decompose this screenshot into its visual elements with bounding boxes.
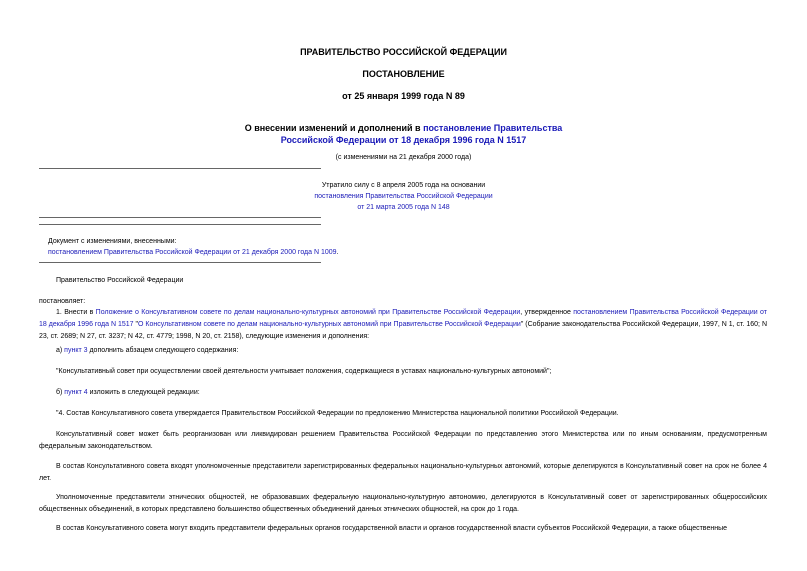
divider — [39, 217, 321, 218]
document-title — [0, 122, 807, 146]
quote-paragraph-1: "Консультативный совет при осуществлении своей деятельности учитывает положения, содержащиеся в уставах национально-культурных автономий"; — [56, 368, 552, 375]
changes-block — [48, 236, 748, 258]
paragraph-reorganization: Консультативный совет может быть реорганизован или ликвидирован решением Правительства Российской Федерации по представлению этого Министерства или по иным основаниям, предусмотренным федеральным законодательством. — [39, 431, 767, 450]
changes-label: Документ с изменениями, внесенными: — [48, 238, 177, 245]
government-heading: ПРАВИТЕЛЬСТВО РОССИЙСКОЙ ФЕДЕРАЦИИ — [300, 47, 507, 57]
paragraph-item-b: б) пункт 4 изложить в следующей редакции: — [56, 389, 200, 396]
status-link-1[interactable]: постановления Правительства Российской Федерации — [314, 193, 493, 200]
document-type-heading: ПОСТАНОВЛЕНИЕ — [362, 69, 445, 79]
clause-3-link[interactable]: пункт 3 — [64, 347, 88, 354]
clause-4-link[interactable]: пункт 4 — [64, 389, 88, 396]
quote-paragraph-2: "4. Состав Консультативного совета утверждается Правительством Российской Федерации по предложению Министерства национальной политики Российской Федерации. — [56, 410, 619, 417]
divider — [39, 224, 321, 225]
paragraph-composition-2: В состав Консультативного совета могут входить представители федеральных органов государственной власти и органов государственной власти субъектов Российской Федерации, а также общественные — [56, 525, 727, 532]
status-line: Утратило силу с 8 апреля 2005 года на основании — [321, 182, 486, 189]
changes-link[interactable]: постановлением Правительства Российской Федерации от 21 декабря 2000 года N 1009 — [48, 249, 337, 256]
status-link-2[interactable]: от 21 марта 2005 года N 148 — [357, 204, 450, 211]
resolution-title-link[interactable]: О Консультативном совете по делам национально-культурных автономий при Правительстве Российской Федерации — [138, 321, 521, 328]
paragraph-item-1: 1. Внести в Положение о Консультативном совете по делам национально-культурных автономий при Правительстве Российской Федерации, утвержденное постановлением Правительства Российской Федерации от 18 декабря 1996 года N 1517 "О Консультативном совете по делам национально-культурных автономий при Правительстве Российской Федерации" (Собрание законодательства Российской Федерации, 1997, N 1, ст. 160; N 23, ст. 2689; N 27, ст. 3237; N 42, ст. 4779; 1998, N 20, ст. 2158), следующие изменения и дополнения: — [39, 309, 767, 340]
status-block — [0, 180, 807, 213]
title-text: О внесении изменений и дополнений в — [244, 123, 424, 133]
amendment-note: (с изменениями на 21 декабря 2000 года) — [335, 154, 472, 161]
paragraph-item-a: а) пункт 3 дополнить абзацем следующего содержания: — [56, 347, 239, 354]
changes-end: . — [336, 249, 339, 256]
paragraph-resolves: постановляет: — [39, 298, 86, 305]
title-link-part-2[interactable]: Российской Федерации от 18 декабря 1996 года N 1517 — [280, 135, 527, 145]
paragraph-delegates: Уполномоченные представители этнических общностей, не образовавших федеральную национально-культурную автономию, делегируются в Консультативный совет от зарегистрированных общероссийских общественных объединений, в которых представлено большинство общественных объединений данных этнических общностей, на срок до 1 года. — [39, 494, 767, 513]
regulation-link[interactable]: Положение о Консультативном совете по делам национально-культурных автономий при Правительстве Российской Федерации — [95, 309, 521, 316]
paragraph-composition: В состав Консультативного совета входят уполномоченные представители зарегистрированных федеральных национально-культурных автономий, которые делегируются в Консультативный совет на срок не более 4 лет. — [39, 463, 767, 482]
paragraph-government: Правительство Российской Федерации — [56, 277, 184, 284]
document-date-number: от 25 января 1999 года N 89 — [342, 91, 465, 101]
divider — [39, 168, 321, 169]
divider — [39, 262, 321, 263]
title-link-part-1[interactable]: постановление Правительства — [423, 123, 563, 133]
resolution-link[interactable]: постановлением Правительства Российской Федерации от 18 декабря 1996 года N 1517 — [39, 309, 767, 328]
